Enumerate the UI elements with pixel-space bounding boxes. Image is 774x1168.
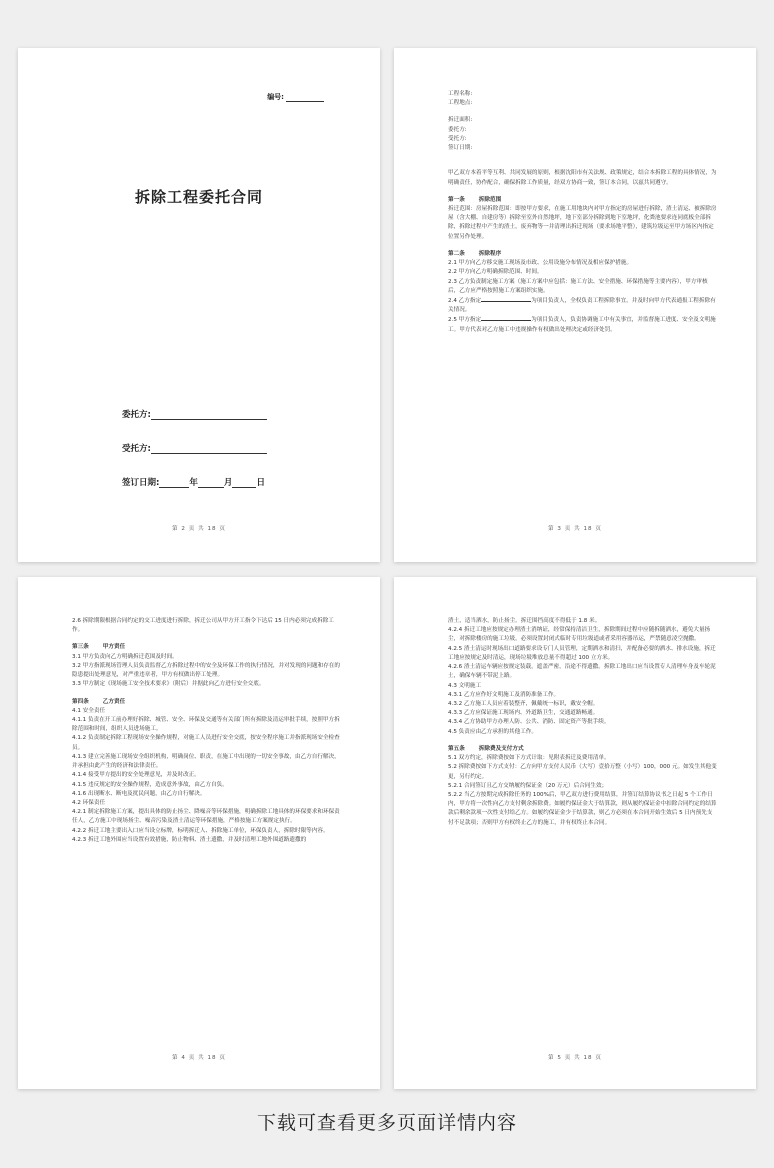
page-footer: 第 3 页 共 18 页 [548,526,602,532]
clause-4-3-3: 4.3.3 乙方应保证施工现场内、外道路卫生，交通道路畅通。 [448,710,599,717]
page-footer: 第 5 页 共 18 页 [548,1055,602,1061]
clause-2-5-start: 2.5 甲方指定 [448,317,482,324]
clause-5-2: 5.2 拆除费按如下方式支付：乙方向甲方支付人民币（大写）壹拾万整（小写）100，000 元。如发生其他变更，另行约定。 [448,764,717,780]
clause-5-1: 5.1 双方约定，拆除费按如下方式计取：见附表拆迁及费用清单。 [448,755,610,762]
clause-4-3-4: 4.3.4 乙方协助甲方办理人防、公共、消防、固定资产等批手续。 [448,719,610,726]
project-name: 工程名称: [448,91,473,97]
clause-5-2-1: 5.2.1 合同签订且乙方交纳履约保证金（20 万元）后合同生效； [448,782,608,789]
page-content [448,90,718,335]
article-1-heading [448,196,718,205]
article-4-number: 第四条 [72,698,89,705]
intro-paragraph: 甲乙双方本着平等互利、共同发展的原则，根据沈阳市有关法规、政策规定，结合本拆除工程的具体情况，为明确责任，协作配合，确保拆除工作质量，经双方协商一致，签订本合同，以兹共同遵守。 [448,170,717,186]
clause-4-2-2: 4.2.2 拆迁工地主要出入口应当设立标牌，标明拆迁人、拆除施工单位，环保负责人，拆除时限等内容。 [72,827,329,834]
article-2-number: 第二条 [448,250,465,257]
page-content [448,617,718,828]
article-3-name: 甲方责任 [102,644,126,651]
clause-2-4-start: 2.4 乙方指定 [448,297,482,304]
month-label: 月 [223,478,233,488]
project-location: 工程地点: [448,100,473,107]
page-cover [18,48,380,562]
year-label: 年 [189,478,198,488]
article-1-text: 拆迁范围：房屋拆除范围：即按甲方要求，在施工用地块内对甲方指定的房屋进行拆除，渣土清运、被拆除房屋（含大棚、自建房等）拆除至室外自然地坪，地下室部分拆除到地下室地坪，化粪池要求连同底板全部拆除，拆除过程中产生的渣土，废弃物等一并清理出拆迁现场（要求场地平整），建筑垃圾运至甲方场区内指定位置另作处理。 [448,205,717,240]
blank-line [481,296,531,302]
clause-3-1: 3.1 甲方负责向乙方明确拆迁范围及时间。 [72,653,178,660]
page-footer: 第 4 页 共 18 页 [172,1055,226,1061]
article-3-heading [72,643,342,652]
clause-4-1-3: 4.1.3 建立完善施工现场安全组织机构，明确岗位、职责，在施工中出现的一切安全事故，由乙方自行解决，并承担由此产生的经济和法律责任。 [72,753,340,770]
article-4-name: 乙方责任 [102,698,126,705]
clause-4-2-3: 4.2.3 拆迁工地外围应当设置有效措施，防止物料、渣土遗撒，并及时清理工地外围道路遗撒的 [72,836,307,843]
continued-text: 渣土，适当洒水，防止扬尘。拆迁围挡高度不得低于 1.8 米。 [448,618,601,624]
clause-4-3: 4.3 文明施工 [448,682,482,689]
clause-2-4 [448,296,718,315]
clause-2-5 [448,315,718,334]
contract-number-label: 编号: [267,93,284,101]
clause-4-2-5: 4.2.5 渣土清运时现场出口道路要求设专门人员管理，定期洒水和清扫，并配备必要的洒水、排水设施，拆迁工地应按规定及时清运，现场垃圾堆放总量不得超过 100 立方米。 [448,645,716,661]
clause-4-1-1: 4.1.1 负责在开工前办理好拆除、城管、安全、环保及交通等有关部门所有拆除及清运审批手续，按照甲方拆除范围和时间，组织人员进场施工。 [72,716,340,733]
clause-4-1: 4.1 安全责任 [72,707,106,714]
article-2-heading [448,250,718,259]
clause-4-2-4: 4.2.4 拆迁工地应按规定办理渣土消纳证，经常保持清洁卫生，拆除期间过程中应随拆随洒水，避免大量扬尘，对拆除楼房的施工垃圾，必须设置封闭式临时专用垃圾道或者采用容器吊运，严禁随意凌空抛撒。 [448,627,711,643]
client-label: 委托方: [122,410,151,420]
clause-4-3-1: 4.3.1 乙方应作好文明施工及消防准备工作。 [448,691,560,698]
article-4-heading [72,698,342,707]
clause-5-2-2: 5.2.2 当乙方按期完成拆除任务的 100%后，甲乙双方进行费用结算，并签订结算协议书之日起 5 个工作日内，甲方将一次性向乙方支付剩余拆除费。如履约保证金大于结算款，则从履约保证金中扣除合同约定的结算款后剩余款项一次性支付给乙方。如履约保证金少于结算款，则乙方必须在本合同开始生效后 5 日内预先支付不足款项；否则甲方有权终止乙方的施工，并有权终止本合同。 [448,791,717,826]
clause-4-2-6: 4.2.6 渣土清运车辆应按规定装载，遮盖严密，沿途不得遗撒。拆除工地出口应当设置专人清理车身及车轮泥土，确保车辆不带泥上路。 [448,664,716,680]
clause-2-1: 2.1 甲方向乙方移交施工现场及市政、公用设施分布情况及相应保护措施。 [448,260,633,267]
sign-date: 签订日期: [448,145,473,152]
year-line [159,478,189,488]
clause-4-1-2: 4.1.2 负责制定拆除工程现场安全操作规程，对施工人员进行安全交底，按安全程序施工并指派现场安全检查员。 [72,735,340,751]
article-3-number: 第三条 [72,644,89,651]
article-5-number: 第五条 [448,745,465,752]
day-label: 日 [256,478,265,488]
month-line [198,478,224,488]
clause-3-3: 3.3 甲方制定《现场施工安全技术要求》（附后）并据此向乙方进行安全交底。 [72,681,265,688]
page-footer: 第 2 页 共 18 页 [172,526,226,532]
contractor-field [122,442,267,454]
clause-2-6: 2.6 拆除期限根据合同约定的交工进度进行拆除，拆迁公司从甲方开工指令下达后 15 日内必须完成拆除工作。 [72,618,334,634]
article-1-number: 第一条 [448,196,465,203]
clause-2-4-end: 为项目负责人，全权负责工程拆除事宜，并及时向甲方代表通报工程拆除有关情况。 [448,297,716,314]
download-caption: 下载可查看更多页面详情内容 [256,1112,517,1134]
contractor-line [151,444,267,454]
clause-4-1-4: 4.1.4 接受甲方提出的安全处理意见，并及时改正。 [72,772,200,779]
clause-4-1-6: 4.1.6 出现断水、断电及扰民问题，由乙方自行解决。 [72,790,206,797]
client-line [151,410,267,420]
sign-date-field [122,476,265,488]
client-field [122,408,267,420]
article-5-heading [448,745,718,754]
article-2-name: 拆除程序 [478,250,502,257]
contractor-label: 受托方: [122,444,151,454]
page-5 [394,577,756,1089]
page-4 [18,577,380,1089]
clause-4-5: 4.5 负责应由乙方承担的其他工作。 [448,728,537,735]
page-3 [394,48,756,562]
clause-2-3: 2.3 乙方负责制定施工方案（施工方案中应包括：施工方法、安全措施、环保措施等主要内容），甲方审核后，乙方应严格按照施工方案组织实施。 [448,278,708,294]
clause-4-3-2: 4.3.2 乙方施工人员应着装整齐，佩戴统一标识，戴安全帽。 [448,700,599,707]
clause-2-2: 2.2 甲方向乙方明确拆除范围、时间。 [448,269,543,276]
clause-3-2: 3.2 甲方指派现场管理人员负责监督乙方拆除过程中的安全及环保工作的执行情况，并对发现的问题和存在的隐患提出处理意见，对严重违章者，甲方有权做出停工处理。 [72,662,340,679]
contract-number [267,92,324,102]
article-1-name: 拆除范围 [478,196,502,203]
clause-4-1-5: 4.1.5 违反规定的安全操作规程，造成意外事故，由乙方自负。 [72,781,228,788]
blank-line [481,315,531,321]
clause-4-2-1: 4.2.1 制定拆除施工方案，提出具体的防止扬尘、降噪音等环保措施，明确拆除工地具体的环保要求和环保责任人，乙方施工中现场扬尘、噪音污染及渣土清运等环保措施，严格按施工方案规定执行。 [72,809,340,825]
article-5-name: 拆除费及支付方式 [478,745,524,752]
contract-number-line [286,95,324,102]
demolition-area: 拆迁面积: [448,117,473,124]
clause-2-5-end: 为项目负责人，负责协调施工中有关事宜，并监督施工进度、安全及文明施工。甲方代表对乙方施工中违规操作有权做出处理决定或经济处罚。 [448,317,716,333]
contract-title: 拆除工程委托合同 [134,188,263,206]
contractor-line: 受托方: [448,135,467,142]
page-content [72,617,342,845]
clause-4-2: 4.2 环保责任 [72,799,106,806]
sign-date-label: 签订日期: [122,478,160,488]
client-line: 委托方: [448,126,467,133]
day-line [232,478,256,488]
